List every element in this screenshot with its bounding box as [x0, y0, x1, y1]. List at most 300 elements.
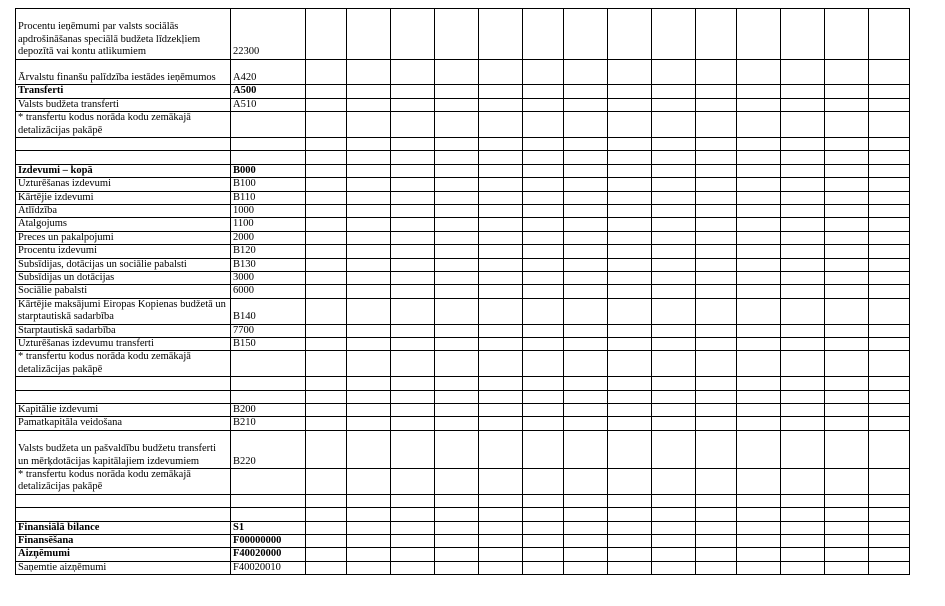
- value-cell[interactable]: [869, 205, 910, 218]
- value-cell[interactable]: [564, 469, 608, 495]
- value-cell[interactable]: [391, 138, 435, 151]
- value-cell[interactable]: [869, 178, 910, 191]
- value-cell[interactable]: [737, 112, 781, 138]
- value-cell[interactable]: [696, 508, 737, 521]
- value-cell[interactable]: [696, 191, 737, 204]
- value-cell[interactable]: [781, 218, 825, 231]
- value-cell[interactable]: [781, 561, 825, 574]
- value-cell[interactable]: [608, 191, 652, 204]
- value-cell[interactable]: [391, 469, 435, 495]
- value-cell[interactable]: [825, 508, 869, 521]
- value-cell[interactable]: [479, 178, 523, 191]
- row-label-cell[interactable]: [16, 377, 231, 390]
- value-cell[interactable]: [737, 494, 781, 507]
- value-cell[interactable]: [564, 178, 608, 191]
- value-cell[interactable]: [696, 85, 737, 98]
- value-cell[interactable]: [608, 205, 652, 218]
- value-cell[interactable]: [306, 285, 347, 298]
- value-cell[interactable]: [869, 561, 910, 574]
- value-cell[interactable]: [781, 151, 825, 164]
- value-cell[interactable]: [523, 178, 564, 191]
- value-cell[interactable]: [608, 298, 652, 324]
- value-cell[interactable]: [737, 377, 781, 390]
- value-cell[interactable]: [347, 272, 391, 285]
- value-cell[interactable]: [306, 508, 347, 521]
- value-cell[interactable]: [608, 469, 652, 495]
- value-cell[interactable]: [435, 191, 479, 204]
- value-cell[interactable]: [652, 205, 696, 218]
- value-cell[interactable]: [781, 324, 825, 337]
- value-cell[interactable]: [435, 164, 479, 177]
- value-cell[interactable]: [306, 494, 347, 507]
- value-cell[interactable]: [479, 218, 523, 231]
- value-cell[interactable]: [781, 535, 825, 548]
- value-cell[interactable]: [435, 231, 479, 244]
- value-cell[interactable]: [608, 430, 652, 468]
- value-cell[interactable]: [479, 285, 523, 298]
- value-cell[interactable]: [523, 151, 564, 164]
- row-label-cell[interactable]: Procentu ieņēmumi par valsts sociālās apdrošināšanas speciālā budžeta līdzekļiem depozītā vai kontu atlikumiem: [16, 9, 231, 60]
- value-cell[interactable]: [523, 377, 564, 390]
- value-cell[interactable]: [696, 469, 737, 495]
- value-cell[interactable]: [306, 272, 347, 285]
- value-cell[interactable]: [869, 231, 910, 244]
- value-cell[interactable]: [435, 469, 479, 495]
- value-cell[interactable]: [781, 404, 825, 417]
- value-cell[interactable]: [781, 205, 825, 218]
- value-cell[interactable]: [564, 164, 608, 177]
- value-cell[interactable]: [391, 285, 435, 298]
- value-cell[interactable]: [825, 272, 869, 285]
- value-cell[interactable]: [306, 178, 347, 191]
- value-cell[interactable]: [652, 98, 696, 111]
- value-cell[interactable]: [869, 138, 910, 151]
- value-cell[interactable]: [652, 338, 696, 351]
- value-cell[interactable]: [608, 178, 652, 191]
- value-cell[interactable]: [347, 164, 391, 177]
- row-label-cell[interactable]: * transfertu kodus norāda kodu zemākajā detalizācijas pakāpē: [16, 469, 231, 495]
- value-cell[interactable]: [523, 245, 564, 258]
- value-cell[interactable]: [479, 245, 523, 258]
- value-cell[interactable]: [696, 521, 737, 534]
- value-cell[interactable]: [435, 112, 479, 138]
- value-cell[interactable]: [652, 377, 696, 390]
- value-cell[interactable]: [479, 469, 523, 495]
- value-cell[interactable]: [696, 390, 737, 403]
- value-cell[interactable]: [347, 245, 391, 258]
- value-cell[interactable]: [652, 535, 696, 548]
- row-label-cell[interactable]: [16, 508, 231, 521]
- value-cell[interactable]: [391, 112, 435, 138]
- value-cell[interactable]: [564, 535, 608, 548]
- value-cell[interactable]: [479, 390, 523, 403]
- value-cell[interactable]: [696, 59, 737, 85]
- value-cell[interactable]: [347, 298, 391, 324]
- value-cell[interactable]: [564, 231, 608, 244]
- value-cell[interactable]: [479, 258, 523, 271]
- value-cell[interactable]: [737, 351, 781, 377]
- value-cell[interactable]: [608, 218, 652, 231]
- value-cell[interactable]: [479, 417, 523, 430]
- value-cell[interactable]: [608, 245, 652, 258]
- value-cell[interactable]: [696, 138, 737, 151]
- value-cell[interactable]: [781, 338, 825, 351]
- value-cell[interactable]: [306, 231, 347, 244]
- value-cell[interactable]: [825, 258, 869, 271]
- value-cell[interactable]: [652, 218, 696, 231]
- value-cell[interactable]: [479, 377, 523, 390]
- value-cell[interactable]: [347, 377, 391, 390]
- value-cell[interactable]: [781, 285, 825, 298]
- value-cell[interactable]: [564, 324, 608, 337]
- row-code-cell[interactable]: 22300: [231, 9, 306, 60]
- value-cell[interactable]: [391, 298, 435, 324]
- value-cell[interactable]: [435, 561, 479, 574]
- value-cell[interactable]: [869, 508, 910, 521]
- value-cell[interactable]: [347, 390, 391, 403]
- value-cell[interactable]: [608, 377, 652, 390]
- value-cell[interactable]: [696, 98, 737, 111]
- value-cell[interactable]: [435, 417, 479, 430]
- value-cell[interactable]: [479, 191, 523, 204]
- value-cell[interactable]: [306, 258, 347, 271]
- value-cell[interactable]: [347, 218, 391, 231]
- value-cell[interactable]: [435, 85, 479, 98]
- value-cell[interactable]: [347, 469, 391, 495]
- value-cell[interactable]: [391, 324, 435, 337]
- value-cell[interactable]: [825, 469, 869, 495]
- value-cell[interactable]: [391, 377, 435, 390]
- value-cell[interactable]: [523, 258, 564, 271]
- value-cell[interactable]: [737, 258, 781, 271]
- value-cell[interactable]: [737, 285, 781, 298]
- value-cell[interactable]: [391, 351, 435, 377]
- value-cell[interactable]: [825, 9, 869, 60]
- value-cell[interactable]: [825, 521, 869, 534]
- value-cell[interactable]: [737, 272, 781, 285]
- value-cell[interactable]: [435, 390, 479, 403]
- value-cell[interactable]: [523, 417, 564, 430]
- value-cell[interactable]: [869, 469, 910, 495]
- value-cell[interactable]: [781, 298, 825, 324]
- value-cell[interactable]: [869, 298, 910, 324]
- value-cell[interactable]: [737, 338, 781, 351]
- value-cell[interactable]: [652, 138, 696, 151]
- value-cell[interactable]: [523, 338, 564, 351]
- value-cell[interactable]: [479, 98, 523, 111]
- value-cell[interactable]: [825, 231, 869, 244]
- value-cell[interactable]: [869, 285, 910, 298]
- value-cell[interactable]: [652, 272, 696, 285]
- value-cell[interactable]: [435, 324, 479, 337]
- value-cell[interactable]: [608, 535, 652, 548]
- value-cell[interactable]: [652, 151, 696, 164]
- row-label-cell[interactable]: Valsts budžeta transferti: [16, 98, 231, 111]
- value-cell[interactable]: [825, 85, 869, 98]
- value-cell[interactable]: [479, 112, 523, 138]
- value-cell[interactable]: [608, 324, 652, 337]
- value-cell[interactable]: [825, 191, 869, 204]
- value-cell[interactable]: [737, 151, 781, 164]
- row-label-cell[interactable]: Kārtējie maksājumi Eiropas Kopienas budžetā un starptautiskā sadarbība: [16, 298, 231, 324]
- value-cell[interactable]: [523, 390, 564, 403]
- value-cell[interactable]: [652, 548, 696, 561]
- value-cell[interactable]: [825, 112, 869, 138]
- value-cell[interactable]: [652, 494, 696, 507]
- value-cell[interactable]: [825, 404, 869, 417]
- value-cell[interactable]: [825, 561, 869, 574]
- value-cell[interactable]: [347, 98, 391, 111]
- value-cell[interactable]: [306, 469, 347, 495]
- row-label-cell[interactable]: Subsīdijas un dotācijas: [16, 272, 231, 285]
- value-cell[interactable]: [391, 404, 435, 417]
- value-cell[interactable]: [479, 272, 523, 285]
- value-cell[interactable]: [608, 231, 652, 244]
- value-cell[interactable]: [435, 521, 479, 534]
- row-label-cell[interactable]: Uzturēšanas izdevumi: [16, 178, 231, 191]
- value-cell[interactable]: [306, 561, 347, 574]
- value-cell[interactable]: [435, 59, 479, 85]
- row-code-cell[interactable]: B140: [231, 298, 306, 324]
- row-label-cell[interactable]: * transfertu kodus norāda kodu zemākajā detalizācijas pakāpē: [16, 112, 231, 138]
- row-code-cell[interactable]: [231, 508, 306, 521]
- value-cell[interactable]: [608, 338, 652, 351]
- value-cell[interactable]: [737, 298, 781, 324]
- value-cell[interactable]: [435, 535, 479, 548]
- value-cell[interactable]: [391, 98, 435, 111]
- value-cell[interactable]: [564, 98, 608, 111]
- value-cell[interactable]: [435, 298, 479, 324]
- value-cell[interactable]: [869, 98, 910, 111]
- value-cell[interactable]: [825, 535, 869, 548]
- value-cell[interactable]: [825, 338, 869, 351]
- value-cell[interactable]: [306, 548, 347, 561]
- value-cell[interactable]: [391, 59, 435, 85]
- value-cell[interactable]: [347, 324, 391, 337]
- value-cell[interactable]: [347, 494, 391, 507]
- row-code-cell[interactable]: [231, 138, 306, 151]
- value-cell[interactable]: [781, 351, 825, 377]
- value-cell[interactable]: [737, 561, 781, 574]
- value-cell[interactable]: [781, 245, 825, 258]
- value-cell[interactable]: [435, 9, 479, 60]
- value-cell[interactable]: [564, 561, 608, 574]
- value-cell[interactable]: [825, 178, 869, 191]
- value-cell[interactable]: [391, 508, 435, 521]
- row-code-cell[interactable]: A510: [231, 98, 306, 111]
- value-cell[interactable]: [391, 191, 435, 204]
- value-cell[interactable]: [781, 231, 825, 244]
- value-cell[interactable]: [523, 324, 564, 337]
- row-label-cell[interactable]: Saņemtie aizņēmumi: [16, 561, 231, 574]
- value-cell[interactable]: [608, 112, 652, 138]
- value-cell[interactable]: [564, 205, 608, 218]
- value-cell[interactable]: [781, 417, 825, 430]
- value-cell[interactable]: [564, 85, 608, 98]
- row-code-cell[interactable]: 1100: [231, 218, 306, 231]
- value-cell[interactable]: [564, 494, 608, 507]
- value-cell[interactable]: [435, 377, 479, 390]
- value-cell[interactable]: [696, 272, 737, 285]
- row-label-cell[interactable]: Kapitālie izdevumi: [16, 404, 231, 417]
- value-cell[interactable]: [523, 535, 564, 548]
- value-cell[interactable]: [306, 164, 347, 177]
- value-cell[interactable]: [781, 164, 825, 177]
- row-label-cell[interactable]: Transferti: [16, 85, 231, 98]
- value-cell[interactable]: [696, 535, 737, 548]
- value-cell[interactable]: [781, 508, 825, 521]
- value-cell[interactable]: [347, 521, 391, 534]
- row-label-cell[interactable]: Ārvalstu finanšu palīdzība iestādes ieņēmumos: [16, 59, 231, 85]
- value-cell[interactable]: [391, 218, 435, 231]
- value-cell[interactable]: [523, 351, 564, 377]
- row-code-cell[interactable]: 2000: [231, 231, 306, 244]
- value-cell[interactable]: [652, 164, 696, 177]
- value-cell[interactable]: [781, 178, 825, 191]
- value-cell[interactable]: [435, 205, 479, 218]
- value-cell[interactable]: [391, 85, 435, 98]
- value-cell[interactable]: [306, 138, 347, 151]
- value-cell[interactable]: [608, 164, 652, 177]
- value-cell[interactable]: [391, 494, 435, 507]
- value-cell[interactable]: [435, 430, 479, 468]
- value-cell[interactable]: [825, 494, 869, 507]
- value-cell[interactable]: [781, 430, 825, 468]
- value-cell[interactable]: [306, 151, 347, 164]
- value-cell[interactable]: [523, 469, 564, 495]
- value-cell[interactable]: [737, 85, 781, 98]
- value-cell[interactable]: [347, 59, 391, 85]
- value-cell[interactable]: [652, 469, 696, 495]
- row-label-cell[interactable]: Kārtējie izdevumi: [16, 191, 231, 204]
- value-cell[interactable]: [479, 298, 523, 324]
- value-cell[interactable]: [781, 390, 825, 403]
- value-cell[interactable]: [869, 338, 910, 351]
- value-cell[interactable]: [781, 191, 825, 204]
- value-cell[interactable]: [869, 218, 910, 231]
- value-cell[interactable]: [825, 151, 869, 164]
- value-cell[interactable]: [781, 548, 825, 561]
- value-cell[interactable]: [391, 205, 435, 218]
- value-cell[interactable]: [608, 494, 652, 507]
- value-cell[interactable]: [696, 218, 737, 231]
- value-cell[interactable]: [652, 245, 696, 258]
- row-label-cell[interactable]: Sociālie pabalsti: [16, 285, 231, 298]
- value-cell[interactable]: [869, 390, 910, 403]
- row-code-cell[interactable]: [231, 390, 306, 403]
- value-cell[interactable]: [479, 231, 523, 244]
- value-cell[interactable]: [737, 535, 781, 548]
- value-cell[interactable]: [564, 430, 608, 468]
- value-cell[interactable]: [652, 285, 696, 298]
- value-cell[interactable]: [479, 561, 523, 574]
- value-cell[interactable]: [825, 351, 869, 377]
- value-cell[interactable]: [696, 338, 737, 351]
- value-cell[interactable]: [652, 85, 696, 98]
- value-cell[interactable]: [869, 535, 910, 548]
- row-label-cell[interactable]: Pamatkapitāla veidošana: [16, 417, 231, 430]
- row-code-cell[interactable]: F00000000: [231, 535, 306, 548]
- value-cell[interactable]: [696, 377, 737, 390]
- value-cell[interactable]: [696, 548, 737, 561]
- value-cell[interactable]: [825, 164, 869, 177]
- row-code-cell[interactable]: A420: [231, 59, 306, 85]
- value-cell[interactable]: [652, 351, 696, 377]
- row-label-cell[interactable]: Procentu izdevumi: [16, 245, 231, 258]
- value-cell[interactable]: [696, 178, 737, 191]
- value-cell[interactable]: [306, 377, 347, 390]
- value-cell[interactable]: [435, 285, 479, 298]
- value-cell[interactable]: [869, 548, 910, 561]
- value-cell[interactable]: [391, 535, 435, 548]
- value-cell[interactable]: [825, 285, 869, 298]
- value-cell[interactable]: [825, 205, 869, 218]
- value-cell[interactable]: [347, 285, 391, 298]
- value-cell[interactable]: [479, 151, 523, 164]
- value-cell[interactable]: [435, 508, 479, 521]
- value-cell[interactable]: [564, 521, 608, 534]
- row-code-cell[interactable]: S1: [231, 521, 306, 534]
- value-cell[interactable]: [608, 85, 652, 98]
- value-cell[interactable]: [347, 85, 391, 98]
- value-cell[interactable]: [608, 561, 652, 574]
- row-label-cell[interactable]: Subsīdijas, dotācijas un sociālie pabalsti: [16, 258, 231, 271]
- value-cell[interactable]: [347, 417, 391, 430]
- row-code-cell[interactable]: B200: [231, 404, 306, 417]
- value-cell[interactable]: [435, 272, 479, 285]
- value-cell[interactable]: [652, 258, 696, 271]
- value-cell[interactable]: [608, 404, 652, 417]
- row-label-cell[interactable]: * transfertu kodus norāda kodu zemākajā detalizācijas pakāpē: [16, 351, 231, 377]
- value-cell[interactable]: [825, 390, 869, 403]
- value-cell[interactable]: [825, 548, 869, 561]
- value-cell[interactable]: [391, 258, 435, 271]
- value-cell[interactable]: [564, 272, 608, 285]
- value-cell[interactable]: [479, 85, 523, 98]
- value-cell[interactable]: [347, 191, 391, 204]
- value-cell[interactable]: [479, 164, 523, 177]
- value-cell[interactable]: [869, 404, 910, 417]
- value-cell[interactable]: [306, 112, 347, 138]
- value-cell[interactable]: [737, 548, 781, 561]
- value-cell[interactable]: [523, 98, 564, 111]
- value-cell[interactable]: [306, 9, 347, 60]
- value-cell[interactable]: [608, 272, 652, 285]
- value-cell[interactable]: [479, 404, 523, 417]
- value-cell[interactable]: [564, 377, 608, 390]
- value-cell[interactable]: [608, 151, 652, 164]
- row-code-cell[interactable]: B210: [231, 417, 306, 430]
- value-cell[interactable]: [391, 164, 435, 177]
- value-cell[interactable]: [696, 298, 737, 324]
- value-cell[interactable]: [652, 508, 696, 521]
- row-code-cell[interactable]: [231, 469, 306, 495]
- value-cell[interactable]: [347, 351, 391, 377]
- value-cell[interactable]: [479, 324, 523, 337]
- value-cell[interactable]: [825, 245, 869, 258]
- value-cell[interactable]: [696, 205, 737, 218]
- value-cell[interactable]: [523, 494, 564, 507]
- value-cell[interactable]: [479, 521, 523, 534]
- value-cell[interactable]: [825, 59, 869, 85]
- value-cell[interactable]: [435, 151, 479, 164]
- value-cell[interactable]: [523, 548, 564, 561]
- value-cell[interactable]: [523, 164, 564, 177]
- value-cell[interactable]: [479, 351, 523, 377]
- value-cell[interactable]: [564, 245, 608, 258]
- value-cell[interactable]: [564, 508, 608, 521]
- value-cell[interactable]: [564, 298, 608, 324]
